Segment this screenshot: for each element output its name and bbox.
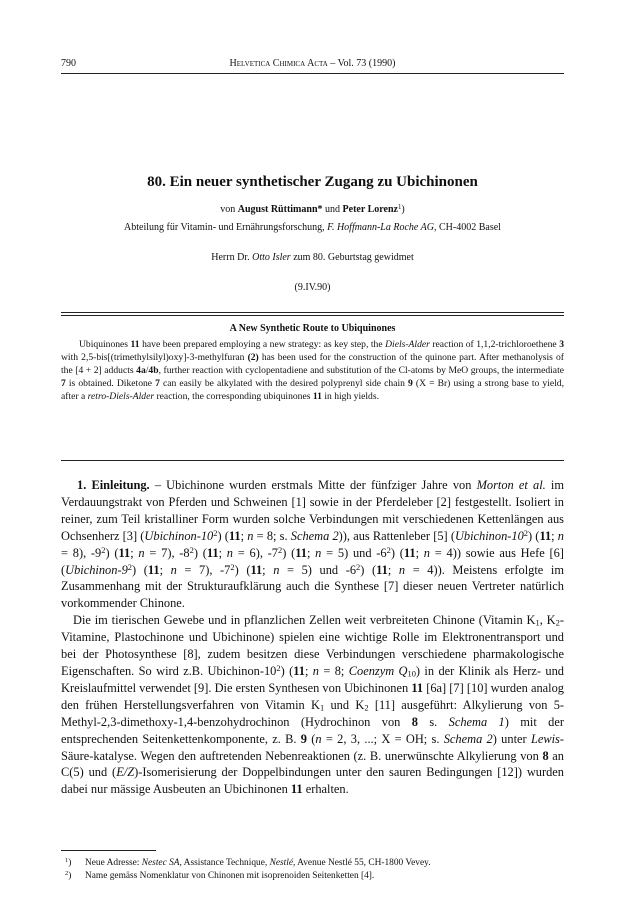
author-line: [61, 204, 564, 215]
dedication-pre: Herrn Dr.: [211, 252, 253, 263]
journal-name: Helvetica Chimica Acta: [229, 58, 328, 69]
author-name: Peter Lorenz: [342, 204, 398, 215]
abstract-rule-bottom: [61, 460, 564, 461]
section-heading: 1. Einleitung.: [77, 478, 150, 492]
affiliation-company: F. Hoffmann-La Roche AG: [327, 222, 434, 233]
footnote: $^2$) Name gemäss Nomenklatur von Chinonen mit isoprenoiden Seitenketten [4].: [65, 869, 375, 881]
author-name: August Rüttimann*: [237, 204, 323, 215]
page-number: 790: [61, 58, 76, 69]
affiliation-city: , CH-4002 Basel: [433, 222, 501, 233]
running-head: [61, 58, 564, 72]
dedication-name: Otto Isler: [252, 252, 291, 263]
authors-join: und: [322, 204, 343, 215]
footnote-mark: $^2$): [65, 869, 72, 881]
abstract-rule-top: [61, 312, 564, 313]
footnote-ref: 1: [397, 203, 402, 211]
intro-paragraph: 1. Einleitung. – Ubichinone wurden erstmals Mitte der fünfziger Jahre von Morton et al. im Verdauungstrakt von Pferden und Schweinen [1] sowie in der Pferdeleber [2] festgestellt. Isoliert in reiner, zum Teil kristalliner Form wurden solche Verbindungen mit verschiedenen Kettenlängen aus Ochsenherz [3] $(Ubichinon-10^2)$ (11; n = 8; s. Schema 2)), aus Rattenleber [5] $(Ubichinon-10^2)$ (11; n = 8), $-9^2$) (11; n = 7), $-8^2$) (11; n = 6), $-7^2$) (11; n = 5) und $-6^2$) (11; n = 4)) sowie aus Hefe [6] $(Ubichinon-9^2)$ (11; n = 7), $-7^2$) (11; n = 5) und $-6^2$) (11; n = 4)). Meistens erfolgte im Zusammenhang mit der Strukturaufklärung auch die Synthese [7] dieser neuen Vertreter natürlich vorkommender Chinone.: [61, 478, 565, 611]
header-rule: [61, 73, 564, 74]
footnote: $^1$) Neue Adresse: Nestec SA, Assistance Technique, Nestlé, Avenue Nestlé 55, CH-1800 Vevey.: [65, 857, 431, 868]
journal-citation: [61, 58, 564, 69]
dedication: [61, 252, 564, 263]
footnote-mark: $^1$): [65, 857, 72, 868]
affiliation: [61, 222, 564, 233]
article-title: 80. Ein neuer synthetischer Zugang zu Ubichinonen: [147, 174, 478, 190]
body-paragraph: Die im tierischen Gewebe und in pflanzlichen Zellen weit verbreiteten Chinone (Vitamin $K_1$, $K_2$-Vitamine, Plastochinone und Ubichinone) spielen eine wichtige Rolle im Elektronentransport und bei der Photosynthese [8], zudem besitzen diese Verbindungen verschiedene pharmakologische Eigenschaften. So wird z.B. Ubichinon-$10^2$) (11; n = 8; Coenzym $Q_{10}$) in der Klinik als Herz- und Kreislaufmittel verwendet [9]. Die ersten Synthesen von Ubichinonen 11 [6a] [7] [10] wurden analog den frühen Herstellungsverfahren von Vitamin $K_1$ und $K_2$ [11] ausgeführt: Alkylierung von 5-Methyl-2,3-dimethoxy-1,4-benzohydrochinon (Hydrochinon von 8 s. Schema 1) mit der entsprechenden Seitenkettenkomponente, z. B. 9 (n = 2, 3, ...; X = OH; s. Schema 2) unter Lewis-Säure-katalyse. Wegen den auftretenden Nebenreaktionen (z. B. unerwünschte Alkylierung von 8 an C(5) und (E/Z)-Isomerisierung der Doppelbindungen unter den sauren Bedingungen [12]) wurden dabei nur mässige Ausbeuten an Ubichinonen 11 erhalten.: [61, 613, 565, 797]
dedication-post: zum 80. Geburtstag gewidmet: [290, 252, 414, 263]
footnotes: [61, 857, 564, 882]
footnote-ref-paren: ): [401, 204, 405, 215]
affiliation-department: Abteilung für Vitamin- und Ernährungsforschung,: [124, 222, 328, 233]
journal-volume: – Vol. 73 (1990): [327, 58, 396, 69]
received-date: (9.IV.90): [294, 282, 331, 293]
footnote-rule: [61, 850, 156, 851]
abstract-body: Ubiquinones 11 have been prepared employing a new strategy: as key step, the Diels-Alder reaction of 1,1,2-trichloroethene 3 with 2,5-bis[(trimethylsilyl)oxy]-3-methylfuran (2) has been used for the construction of the quinone part. After methanolysis of the [4 + 2] adducts 4a/4b, further reaction with cyclopentadiene and substitution of the Cl-atoms by MeO groups, the intermediate 7 is obtained. Diketone 7 can easily be alkylated with the desired polyprenyl side chain 9 (X = Br) using a strong base to yield, after a retro-Diels-Alder reaction, the corresponding ubiquinones 11 in high yields.: [61, 339, 564, 402]
abstract-title: A New Synthetic Route to Ubiquinones: [229, 323, 396, 334]
abstract-rule-top-2: [61, 315, 564, 316]
main-text: [61, 477, 564, 798]
authors-prefix: von: [220, 204, 238, 215]
